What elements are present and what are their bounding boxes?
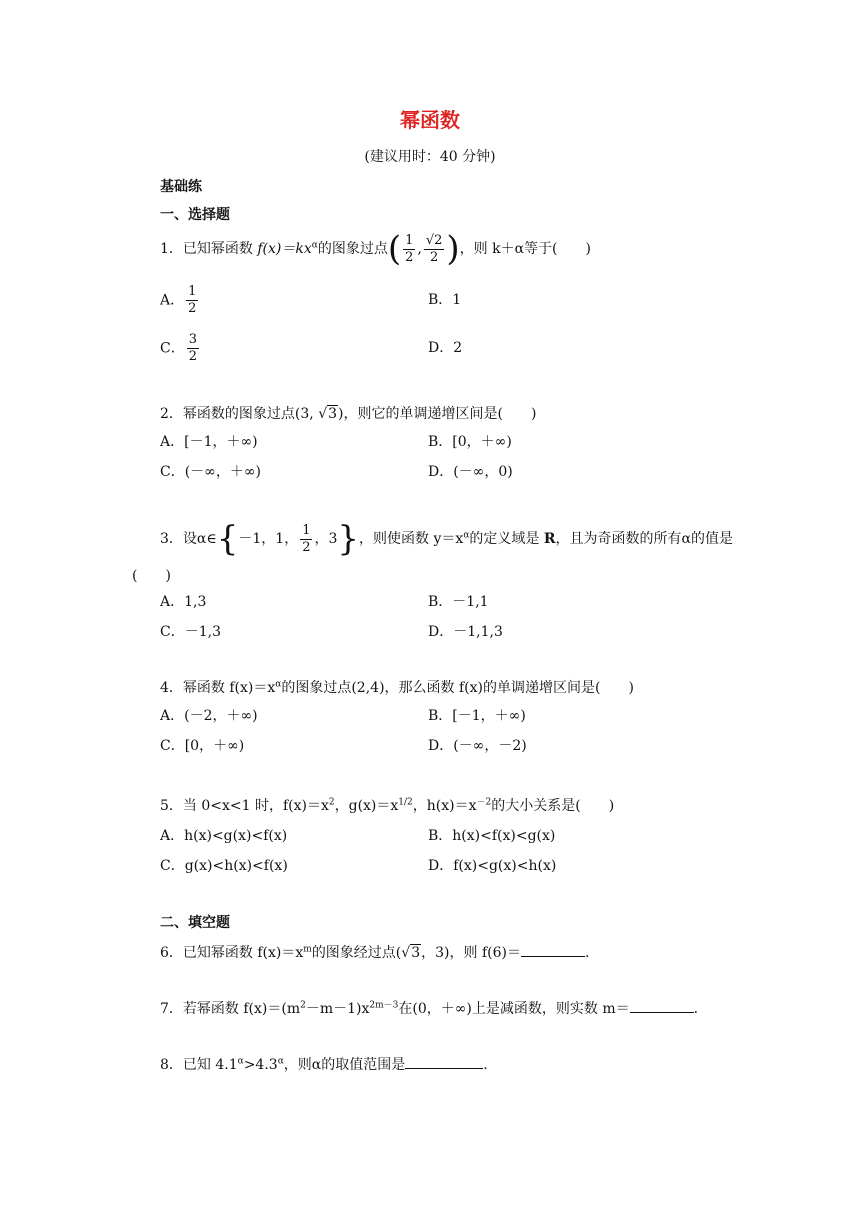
question-3-option-c[interactable]: C．－1,3: [160, 624, 221, 640]
part-fill-heading: 二、填空题: [160, 915, 230, 931]
question-7-stem: 7．若幂函数 $f(x)=(m^2-m-1)x^{2m-3}$在(0，＋∞)上是减函数，则实数 m＝ .: [160, 998, 698, 1019]
question-1-stem: 1．已知幂函数 $f(x)=kx^\alpha$的图象过点( $\frac{1}{2}$ , $\frac{√2}{2}$ )，则 k＋α等于( ): [160, 229, 591, 269]
question-3-option-a[interactable]: A．1,3: [160, 594, 207, 610]
question-3-answer-paren: ( ): [132, 568, 171, 584]
question-2-option-b[interactable]: B．[0，＋∞): [428, 434, 512, 450]
page-title: 幂函数: [400, 108, 460, 132]
question-8-answer-blank[interactable]: [405, 1054, 483, 1069]
question-3-stem: 3．设α∈{－1，1， $\frac{1}{2}$ ，3}，则使函数 $y=x^\alpha$的定义域是 R，且为奇函数的所有α的值是: [160, 519, 733, 559]
question-4-option-b[interactable]: B．[－1，＋∞): [428, 708, 526, 724]
question-1-option-d[interactable]: D．2: [428, 340, 463, 356]
question-2-option-d[interactable]: D．(－∞，0): [428, 464, 513, 480]
question-4-option-a[interactable]: A．(－2，＋∞): [160, 708, 258, 724]
question-5-option-b[interactable]: B．h(x)<f(x)<g(x): [428, 828, 556, 844]
question-1-option-a[interactable]: A． $\frac{1}{2}$: [160, 284, 197, 316]
question-1-option-c[interactable]: C． $\frac{3}{2}$: [160, 332, 197, 364]
question-2-stem: 2．幂函数的图象过点(3, √3)，则它的单调递增区间是( ): [160, 406, 537, 422]
part-choice-heading: 一、选择题: [160, 207, 230, 223]
question-4-option-d[interactable]: D．(－∞，－2): [428, 738, 527, 754]
question-5-option-c[interactable]: C．g(x)<h(x)<f(x): [160, 858, 288, 874]
question-7-answer-blank[interactable]: [630, 998, 694, 1013]
question-4-stem: 4．幂函数 $f(x)=x^\alpha$的图象过点(2,4)，那么函数 f(x)的单调递增区间是( ): [160, 679, 634, 696]
question-2-option-a[interactable]: A．[－1，＋∞): [160, 434, 258, 450]
question-3-option-d[interactable]: D．－1,1,3: [428, 624, 503, 640]
question-3-option-b[interactable]: B．－1,1: [428, 594, 489, 610]
suggested-time: (建议用时：40 分钟): [364, 149, 496, 165]
question-4-option-c[interactable]: C．[0，＋∞): [160, 738, 245, 754]
question-8-stem: 8．已知 $4.1^\alpha>4.3^\alpha$，则α的取值范围是 .: [160, 1054, 488, 1075]
question-5-option-a[interactable]: A．h(x)<g(x)<f(x): [160, 828, 288, 844]
question-1-option-b[interactable]: B．1: [428, 292, 462, 308]
question-5-stem: 5．当 0<x<1 时，$f(x)=x^2$，$g(x)=x^{1/2}$，$h(x)=x^{-2}$的大小关系是( ): [160, 797, 615, 814]
section-basic: 基础练: [160, 179, 202, 195]
question-6-answer-blank[interactable]: [521, 942, 585, 957]
question-2-option-c[interactable]: C．(－∞，＋∞): [160, 464, 261, 480]
question-5-option-d[interactable]: D．f(x)<g(x)<h(x): [428, 858, 557, 874]
question-6-stem: 6．已知幂函数 $f(x)=x^m$的图象经过点(√3，3)，则 f(6)＝ .: [160, 942, 589, 963]
